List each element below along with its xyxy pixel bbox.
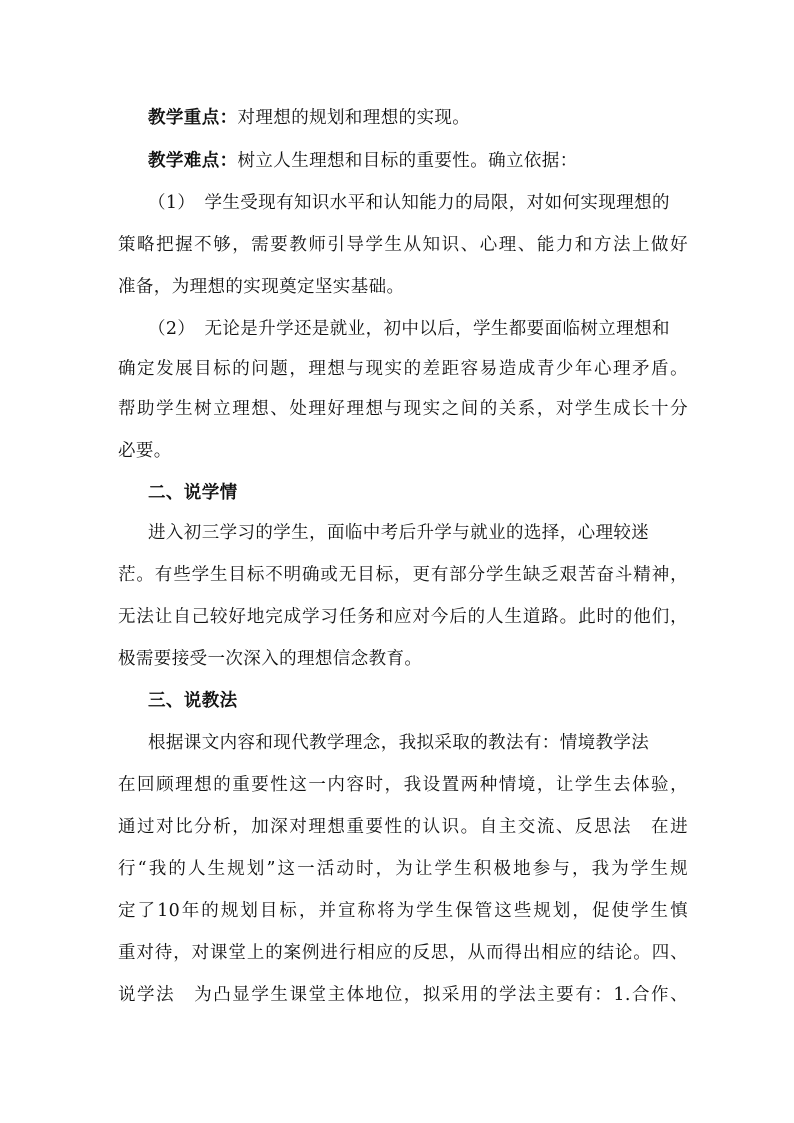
section3-heading: 三、说教法 [148, 691, 238, 711]
section2-line-4: 极需要接受一次深入的理想信念教育。 [118, 649, 423, 669]
section3-line-5: 定了10年的规划目标，并宣称将为学生保管这些规划，促使学生慎 [118, 901, 688, 921]
section3-line-4: 行“我的人生规划”这一活动时，为让学生积极地参与，我为学生规 [118, 859, 688, 879]
key-point-label: 教学重点： [148, 108, 238, 128]
difficulty-text: 树立人生理想和目标的重要性。确立依据： [237, 151, 578, 171]
section3-line-7: 说学法 为凸显学生课堂主体地位，拟采用的学法主要有：1.合作、 [118, 985, 688, 1005]
reason2-line-1: （2） 无论是升学还是就业，初中以后，学生都要面临树立理想和 [148, 319, 670, 339]
section3-line-3: 通过对比分析，加深对理想重要性的认识。自主交流、反思法 在进 [118, 817, 688, 837]
section2-line-1: 进入初三学习的学生，面临中考后升学与就业的选择，心理较迷 [148, 523, 650, 543]
reason1-line-3: 准备，为理想的实现奠定坚实基础。 [118, 277, 405, 297]
section3-line-1: 根据课文内容和现代教学理念，我拟采取的教法有：情境教学法 [148, 733, 650, 753]
reason1-line-2: 策略把握不够，需要教师引导学生从知识、心理、能力和方法上做好 [118, 235, 688, 255]
section2-line-2: 茫。有些学生目标不明确或无目标，更有部分学生缺乏艰苦奋斗精神， [118, 565, 688, 585]
section2-line-3: 无法让自己较好地完成学习任务和应对今后的人生道路。此时的他们， [118, 607, 688, 627]
difficulty-line [148, 149, 718, 173]
reason2-line-2: 确定发展目标的问题，理想与现实的差距容易造成青少年心理矛盾。 [118, 359, 688, 379]
key-point-line [148, 106, 718, 130]
reason2-line-3: 帮助学生树立理想、处理好理想与现实之间的关系，对学生成长十分 [118, 399, 688, 419]
section2-heading: 二、说学情 [148, 483, 238, 503]
key-point-text: 对理想的规划和理想的实现。 [237, 108, 471, 128]
reason1-line-1: （1） 学生受现有知识水平和认知能力的局限，对如何实现理想的 [148, 193, 670, 213]
reason2-line-4: 必要。 [118, 441, 172, 461]
section3-line-6: 重对待，对课堂上的案例进行相应的反思，从而得出相应的结论。四、 [118, 943, 688, 963]
section3-line-2: 在回顾理想的重要性这一内容时，我设置两种情境，让学生去体验， [118, 775, 688, 795]
difficulty-label: 教学难点： [148, 151, 238, 171]
